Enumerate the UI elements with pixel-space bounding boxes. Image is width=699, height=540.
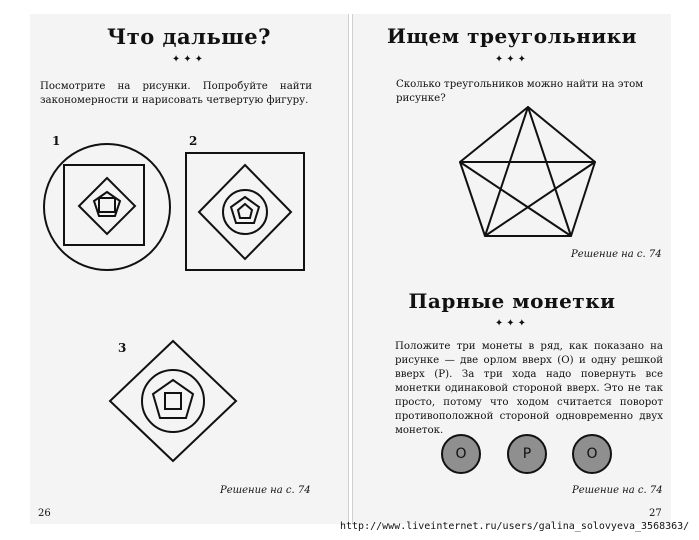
figure-2-drawing xyxy=(185,152,305,272)
left-instruction-text: Посмотрите на рисунки. Попробуйте найти закономерности и нарисовать четвертую фигуру. xyxy=(40,81,312,106)
pentagon-star-drawing xyxy=(459,105,597,237)
figure-1-drawing xyxy=(42,142,172,272)
right-page xyxy=(352,14,671,524)
left-solution-reference: Решение на с. 74 xyxy=(220,485,311,496)
triangles-solution-reference: Решение на с. 74 xyxy=(571,249,662,260)
triangles-title-ornament: ✦✦✦ xyxy=(494,54,530,65)
coins-title: Парные монетки xyxy=(408,289,616,313)
left-page xyxy=(30,14,349,524)
figure-3-drawing xyxy=(109,340,237,462)
coins-solution-reference: Решение на с. 74 xyxy=(572,485,663,496)
coin-3-label: О xyxy=(586,446,598,462)
coin-1 xyxy=(441,434,481,474)
left-page-title: Что дальше? xyxy=(107,24,271,49)
coin-2-label: Р xyxy=(522,446,532,462)
coins-instruction-text: Положите три монеты в ряд, как показано на рисунке — две орлом вверх (О) и одну решкой вверх (Р). За три хода надо повернуть все монетки одинаковой стороной вверх. Это не так просто, потому что ходом считается поворот противоположной стороной одновременно двух монеток. xyxy=(395,341,663,436)
coins-title-ornament: ✦✦✦ xyxy=(494,318,530,329)
coin-1-label: О xyxy=(455,446,467,462)
footer-source-url[interactable]: http://www.liveinternet.ru/users/galina_solovyeva_3568363/ xyxy=(340,521,690,532)
left-title-ornament: ✦✦✦ xyxy=(171,54,207,65)
left-page-number: 26 xyxy=(38,508,51,519)
coin-2 xyxy=(507,434,547,474)
figure-2-label: 2 xyxy=(189,134,198,148)
figure-3-label: 3 xyxy=(118,341,127,355)
figure-1-label: 1 xyxy=(52,134,61,148)
right-page-number: 27 xyxy=(649,508,662,519)
triangles-question: Сколько треугольников можно найти на этом рисунке? xyxy=(396,79,644,104)
coin-3 xyxy=(572,434,612,474)
triangles-title: Ищем треугольники xyxy=(386,24,638,48)
